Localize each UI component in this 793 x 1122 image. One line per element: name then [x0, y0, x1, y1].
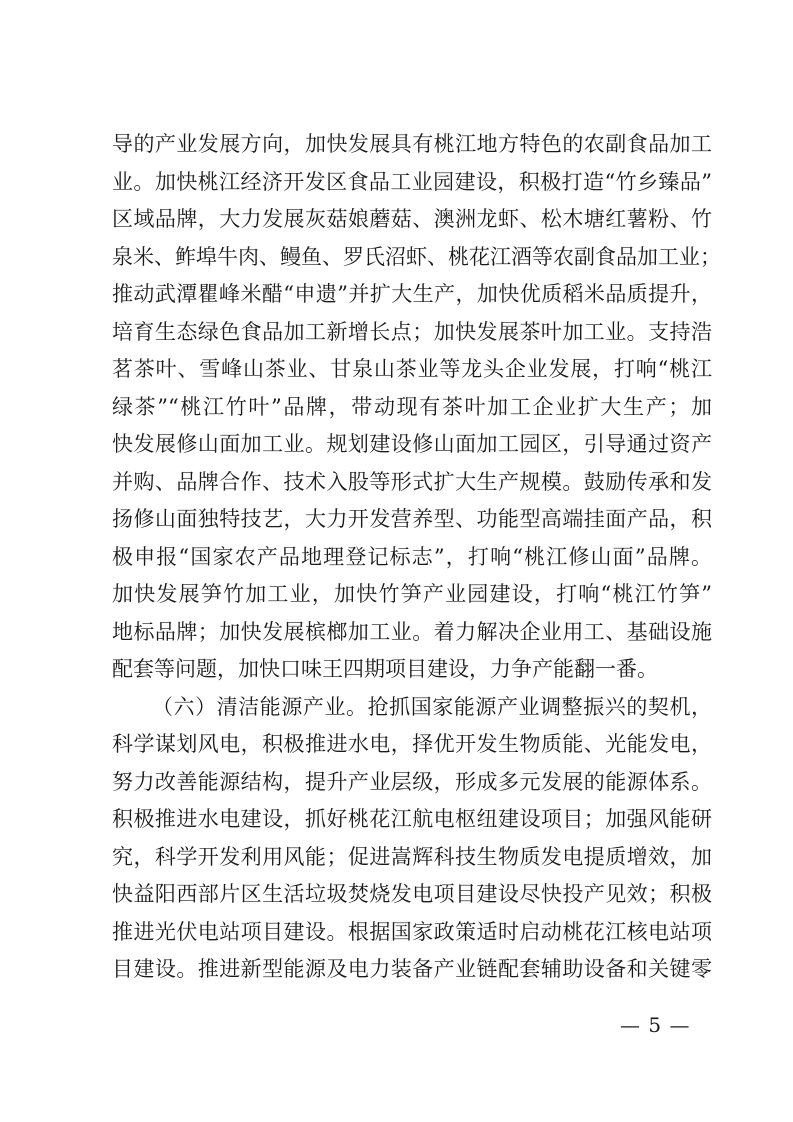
text-line-2: 业。加快桃江经济开发区食品工业园建设，积极打造“竹乡臻品”: [112, 169, 712, 194]
section-heading-line: （六）清洁能源产业。抢抓国家能源产业调整振兴的契机，: [152, 694, 712, 719]
text-line-12: 极申报“国家农产品地理登记标志”，打响“桃江修山面”品牌。: [112, 544, 712, 569]
text-line-21: 快益阳西部片区生活垃圾焚烧发电项目建设尽快投产见效；积极: [112, 882, 712, 906]
text-line-20: 究，科学开发利用风能；促进嵩辉科技生物质发电提质增效，加: [112, 844, 712, 869]
text-line-18: 努力改善能源结构，提升产业层级，形成多元发展的能源体系。: [112, 769, 712, 794]
text-line-1: 导的产业发展方向，加快发展具有桃江地方特色的农副食品加工: [112, 132, 712, 156]
text-line-19: 积极推进水电建设，抓好桃花江航电枢纽建设项目；加强风能研: [112, 807, 712, 831]
text-line-6: 培育生态绿色食品加工新增长点；加快发展茶叶加工业。支持浩: [112, 319, 712, 344]
text-line-4: 泉米、鲊埠牛肉、鳗鱼、罗氏沼虾、桃花江酒等农副食品加工业；: [112, 244, 721, 269]
text-line-3: 区域品牌，大力发展灰菇娘蘑菇、澳洲龙虾、松木塘红薯粉、竹: [112, 207, 712, 231]
text-line-13: 加快发展笋竹加工业，加快竹笋产业园建设，打响“桃江竹笋”: [112, 582, 712, 606]
text-line-23: 目建设。推进新型能源及电力装备产业链配套辅助设备和关键零: [112, 957, 712, 981]
text-line-22: 推进光伏电站项目建设。根据国家政策适时启动桃花江核电站项: [112, 919, 712, 944]
text-line-5: 推动武潭瞿峰米醋“申遗”并扩大生产，加快优质稻米品质提升，: [112, 282, 712, 306]
text-line-8: 绿茶”“桃江竹叶”品牌，带动现有茶叶加工企业扩大生产；加: [112, 394, 712, 419]
document-body: [112, 126, 721, 989]
text-line-14: 地标品牌；加快发展槟榔加工业。着力解决企业用工、基础设施: [112, 619, 712, 644]
text-line-15: 配套等问题，加快口味王四期项目建设，力争产能翻一番。: [112, 657, 658, 681]
text-line-11: 扬修山面独特技艺，大力开发营养型、功能型高端挂面产品，积: [112, 507, 712, 531]
text-line-7: 茗茶叶、雪峰山茶业、甘泉山茶业等龙头企业发展，打响“桃江: [112, 357, 712, 381]
text-line-10: 并购、品牌合作、技术入股等形式扩大生产规模。鼓励传承和发: [112, 469, 712, 494]
text-line-17: 科学谋划风电，积极推进水电，择优开发生物质能、光能发电，: [112, 732, 712, 756]
page-number: — 5 —: [620, 1013, 691, 1037]
text-line-9: 快发展修山面加工业。规划建设修山面加工园区，引导通过资产: [112, 432, 712, 456]
